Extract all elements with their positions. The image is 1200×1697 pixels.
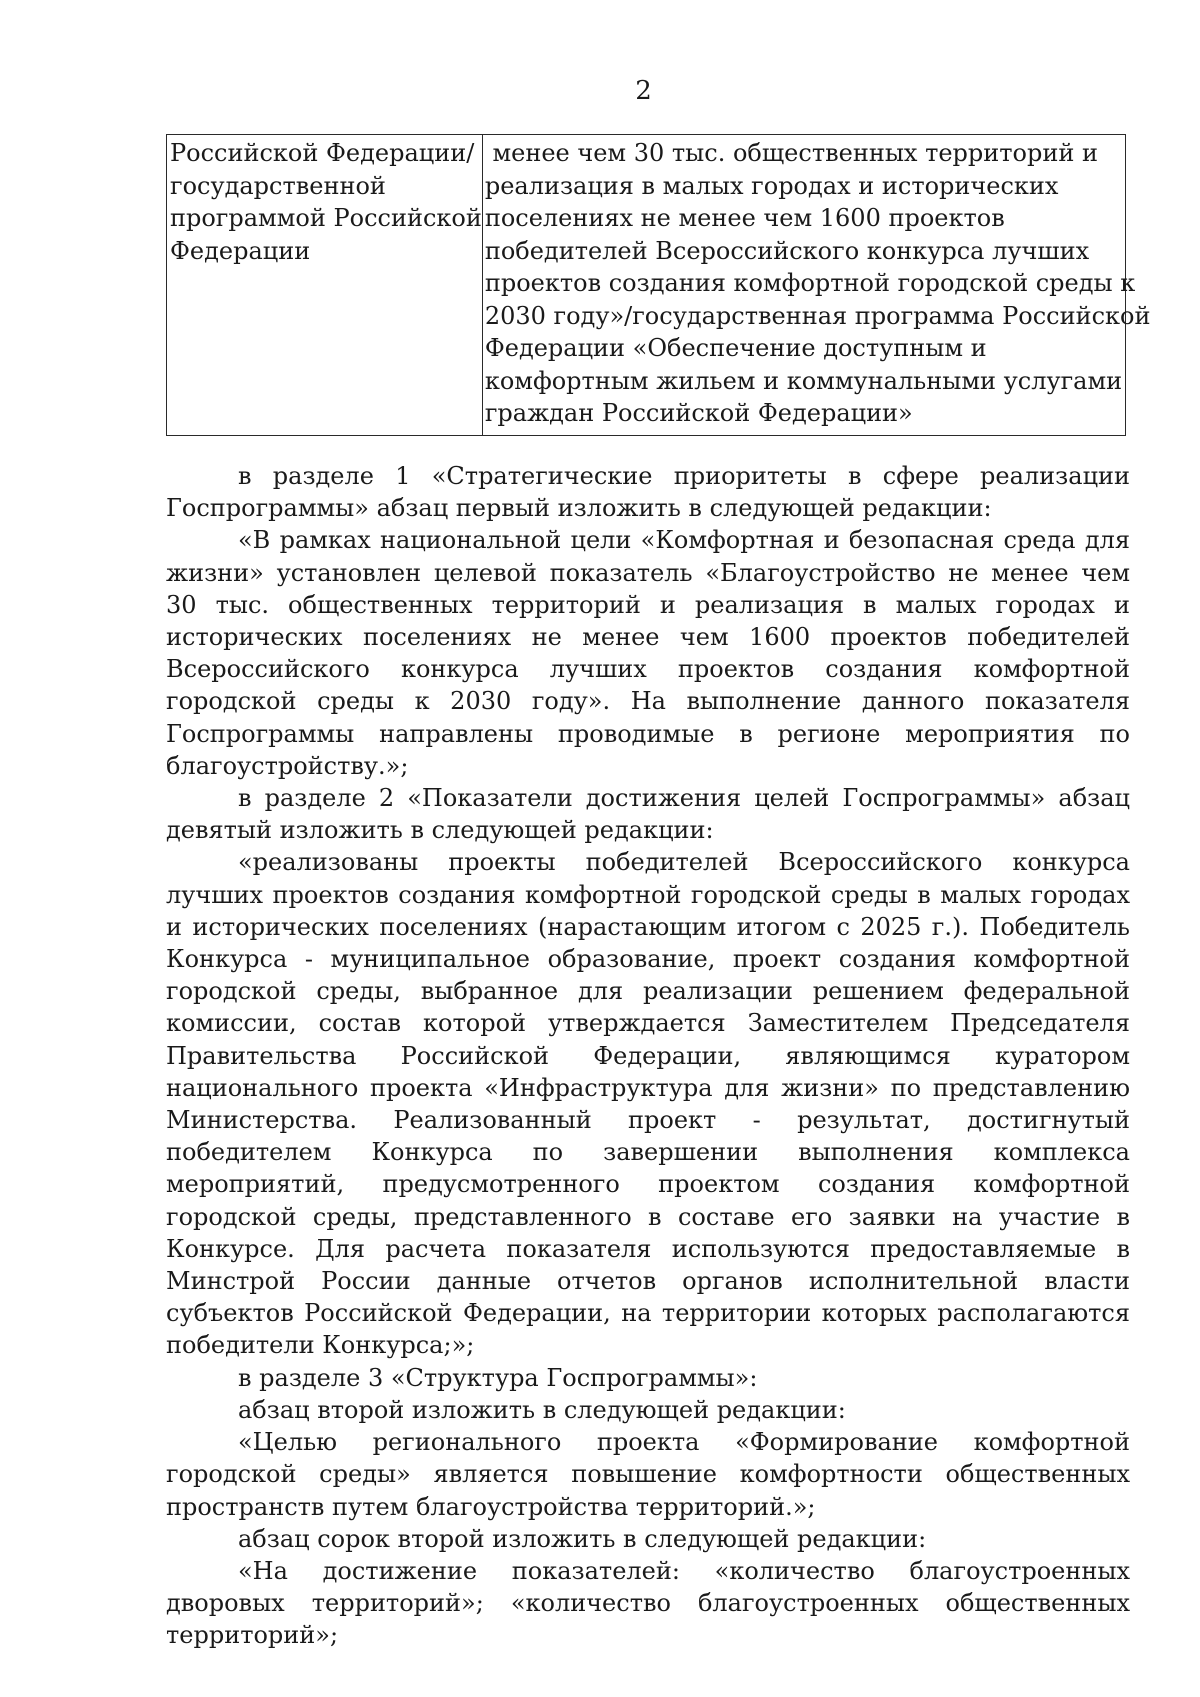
table-right-line: поселениях не менее чем 1600 проектов: [484, 204, 1005, 232]
table-left-line: программой Российской: [170, 204, 482, 232]
paragraph-abzac-2-intro: абзац второй изложить в следующей редакции:: [238, 1395, 846, 1424]
table-right-cell: [483, 135, 1153, 435]
table-right-line: менее чем 30 тыс. общественных территорий и: [484, 139, 1098, 167]
paragraph-abzac-2-quote: «Целью регионального проекта «Формирование комфортной городской среды» является повышение комфортности общественных пространств путем благоустройства территорий.»;: [166, 1428, 1130, 1521]
paragraph-section-1-intro: в разделе 1 «Стратегические приоритеты в сфере реализации Госпрограммы» абзац первый изложить в следующей редакции:: [166, 462, 1130, 523]
document-body: [166, 460, 1130, 1652]
paragraph-section-1-quote: «В рамках национальной цели «Комфортная и безопасная среда для жизни» установлен целевой показатель «Благоустройство не менее чем 30 тыс. общественных территорий и реализация в малых городах и исторических поселениях не менее чем 1600 проектов победителей Всероссийского конкурса лучших проектов создания комфортной городской среды к 2030 году». На выполнение данного показателя Госпрограммы направлены проводимые в регионе мероприятия по благоустройству.»;: [166, 526, 1130, 780]
paragraph-abzac-42-intro: абзац сорок второй изложить в следующей редакции:: [238, 1524, 927, 1553]
paragraph-section-2-quote: «реализованы проекты победителей Всероссийского конкурса лучших проектов создания комфортной городской среды в малых городах и исторических поселениях (нарастающим итогом с 2025 г.). Победитель Конкурса - муниципальное образование, проект создания комфортной городской среды, выбранное для реализации решением федеральной комиссии, состав которой утверждается Заместителем Председателя Правительства Российской Федерации, являющимся куратором национального проекта «Инфраструктура для жизни» по представлению Министерства. Реализованный проект - результат, достигнутый победителем Конкурса по завершении выполнения комплекса мероприятий, предусмотренного проектом создания комфортной городской среды, представленного в составе его заявки на участие в Конкурсе. Для расчета показателя используются предоставляемые в Минстрой России данные отчетов органов исполнительной власти субъектов Российской Федерации, на территории которых располагаются победители Конкурса;»;: [166, 848, 1130, 1360]
table-left-line: государственной: [170, 171, 386, 200]
paragraph-abzac-42-quote: «На достижение показателей: «количество благоустроенных дворовых территорий»; «количество благоустроенных общественных территорий»;: [166, 1556, 1130, 1650]
page-number: 2: [635, 76, 652, 106]
paragraph-section-3-intro: в разделе 3 «Структура Госпрограммы»:: [238, 1363, 758, 1392]
table-right-line: реализация в малых городах и исторических: [484, 171, 1059, 200]
table-left-line: Российской Федерации/: [170, 139, 475, 167]
program-table: [166, 134, 1151, 436]
table-left-cell: [167, 135, 483, 435]
paragraph-section-2-intro: в разделе 2 «Показатели достижения целей Госпрограммы» абзац девятый изложить в следующей редакции:: [166, 784, 1130, 845]
table-left-line: Федерации: [170, 236, 311, 265]
table-right-line: победителей Всероссийского конкурса лучших: [484, 236, 1090, 265]
table-right-line: 2030 году»/государственная программа Российской: [484, 301, 1151, 330]
table-right-line: Федерации «Обеспечение доступным и: [484, 334, 987, 362]
table-right-line: проектов создания комфортной городской среды к: [484, 269, 1136, 297]
table-right-line: комфортным жильем и коммунальными услугами: [484, 366, 1123, 395]
table-right-line: граждан Российской Федерации»: [484, 399, 913, 427]
